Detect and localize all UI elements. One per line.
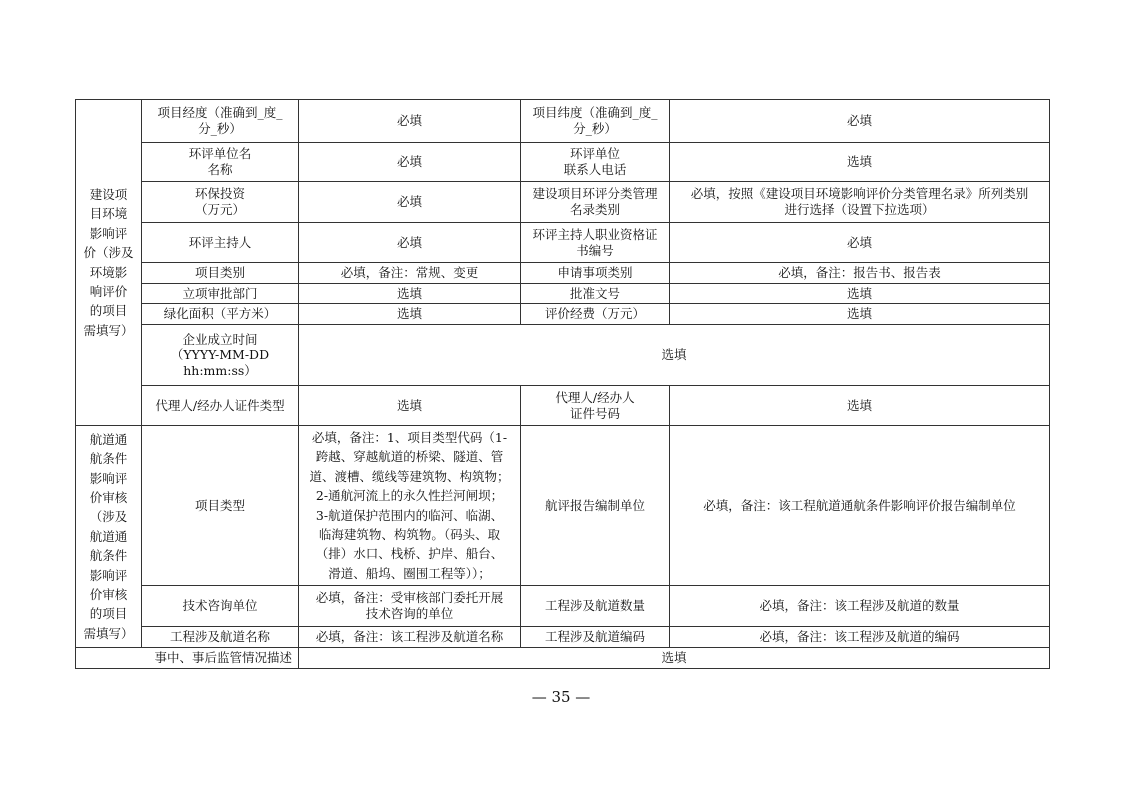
longitude-value: 必填 <box>299 100 521 143</box>
latitude-label: 项目纬度（准确到_度_ 分_秒） <box>521 100 670 143</box>
tech-consult-unit-value: 必填，备注：受审核部门委托开展 技术咨询的单位 <box>299 586 521 627</box>
approval-form-table <box>75 99 1050 669</box>
green-area-label: 绿化面积（平方米） <box>142 304 299 325</box>
supervision-value: 选填 <box>299 648 1050 669</box>
page-number: — 35 — <box>531 688 591 706</box>
env-investment-value: 必填 <box>299 182 521 223</box>
eia-unit-phone-value: 选填 <box>670 143 1050 182</box>
agent-cert-type-label: 代理人/经办人证件类型 <box>142 386 299 426</box>
agent-cert-number-label: 代理人/经办人 证件号码 <box>521 386 670 426</box>
eia-host-cert-value: 必填 <box>670 223 1050 263</box>
agent-cert-number-value: 选填 <box>670 386 1050 426</box>
project-type-label: 项目类型 <box>142 426 299 586</box>
application-type-value: 必填，备注：报告书、报告表 <box>670 263 1050 284</box>
establish-time-label: 企业成立时间 （YYYY-MM-DD hh:mm:ss） <box>142 325 299 386</box>
tech-consult-unit-label: 技术咨询单位 <box>142 586 299 627</box>
env-investment-label: 环保投资 （万元） <box>142 182 299 223</box>
project-category-label: 项目类别 <box>142 263 299 284</box>
eia-host-value: 必填 <box>299 223 521 263</box>
supervision-label: 事中、事后监管情况描述 <box>76 648 299 669</box>
nav-section-header: 航道通 航条件 影响评 价审核 （涉及 航道通 航条件 影响评 价审核 的项目 需填写） <box>76 426 142 648</box>
approval-doc-value: 选填 <box>670 284 1050 304</box>
channel-code-value: 必填，备注：该工程涉及航道的编码 <box>670 627 1050 648</box>
channel-name-label: 工程涉及航道名称 <box>142 627 299 648</box>
channel-count-label: 工程涉及航道数量 <box>521 586 670 627</box>
application-type-label: 申请事项类别 <box>521 263 670 284</box>
agent-cert-type-value: 选填 <box>299 386 521 426</box>
eia-unit-phone-label: 环评单位 联系人电话 <box>521 143 670 182</box>
eia-unit-name-label: 环评单位名 名称 <box>142 143 299 182</box>
approval-doc-label: 批准文号 <box>521 284 670 304</box>
channel-code-label: 工程涉及航道编码 <box>521 627 670 648</box>
nav-report-unit-label: 航评报告编制单位 <box>521 426 670 586</box>
eia-unit-name-value: 必填 <box>299 143 521 182</box>
longitude-label: 项目经度（准确到_度_ 分_秒） <box>142 100 299 143</box>
eval-cost-value: 选填 <box>670 304 1050 325</box>
eia-host-cert-label: 环评主持人职业资格证 书编号 <box>521 223 670 263</box>
latitude-value: 必填 <box>670 100 1050 143</box>
eval-cost-label: 评价经费（万元） <box>521 304 670 325</box>
approval-dept-label: 立项审批部门 <box>142 284 299 304</box>
eia-category-value: 必填，按照《建设项目环境影响评价分类管理名录》所列类别 进行选择（设置下拉选项） <box>670 182 1050 223</box>
establish-time-value: 选填 <box>299 325 1050 386</box>
channel-count-value: 必填，备注：该工程涉及航道的数量 <box>670 586 1050 627</box>
green-area-value: 选填 <box>299 304 521 325</box>
channel-name-value: 必填，备注：该工程涉及航道名称 <box>299 627 521 648</box>
project-type-value: 必填，备注：1、项目类型代码（1- 跨越、穿越航道的桥梁、隧道、管 道、渡槽、缆线等建筑物、构筑物； 2-通航河流上的永久性拦河闸坝； 3-航道保护范围内的临河、临湖、 临海建筑物、构筑物。（码头、取 （排）水口、栈桥、护岸、船台、 滑道、船坞、圈围工程等））； <box>299 426 521 586</box>
eia-category-label: 建设项目环评分类管理 名录类别 <box>521 182 670 223</box>
project-category-value: 必填，备注：常规、变更 <box>299 263 521 284</box>
env-section-header: 建设项 目环境 影响评 价（涉及 环境影 响评价 的项目 需填写） <box>76 100 142 426</box>
approval-dept-value: 选填 <box>299 284 521 304</box>
nav-report-unit-value: 必填，备注：该工程航道通航条件影响评价报告编制单位 <box>670 426 1050 586</box>
eia-host-label: 环评主持人 <box>142 223 299 263</box>
